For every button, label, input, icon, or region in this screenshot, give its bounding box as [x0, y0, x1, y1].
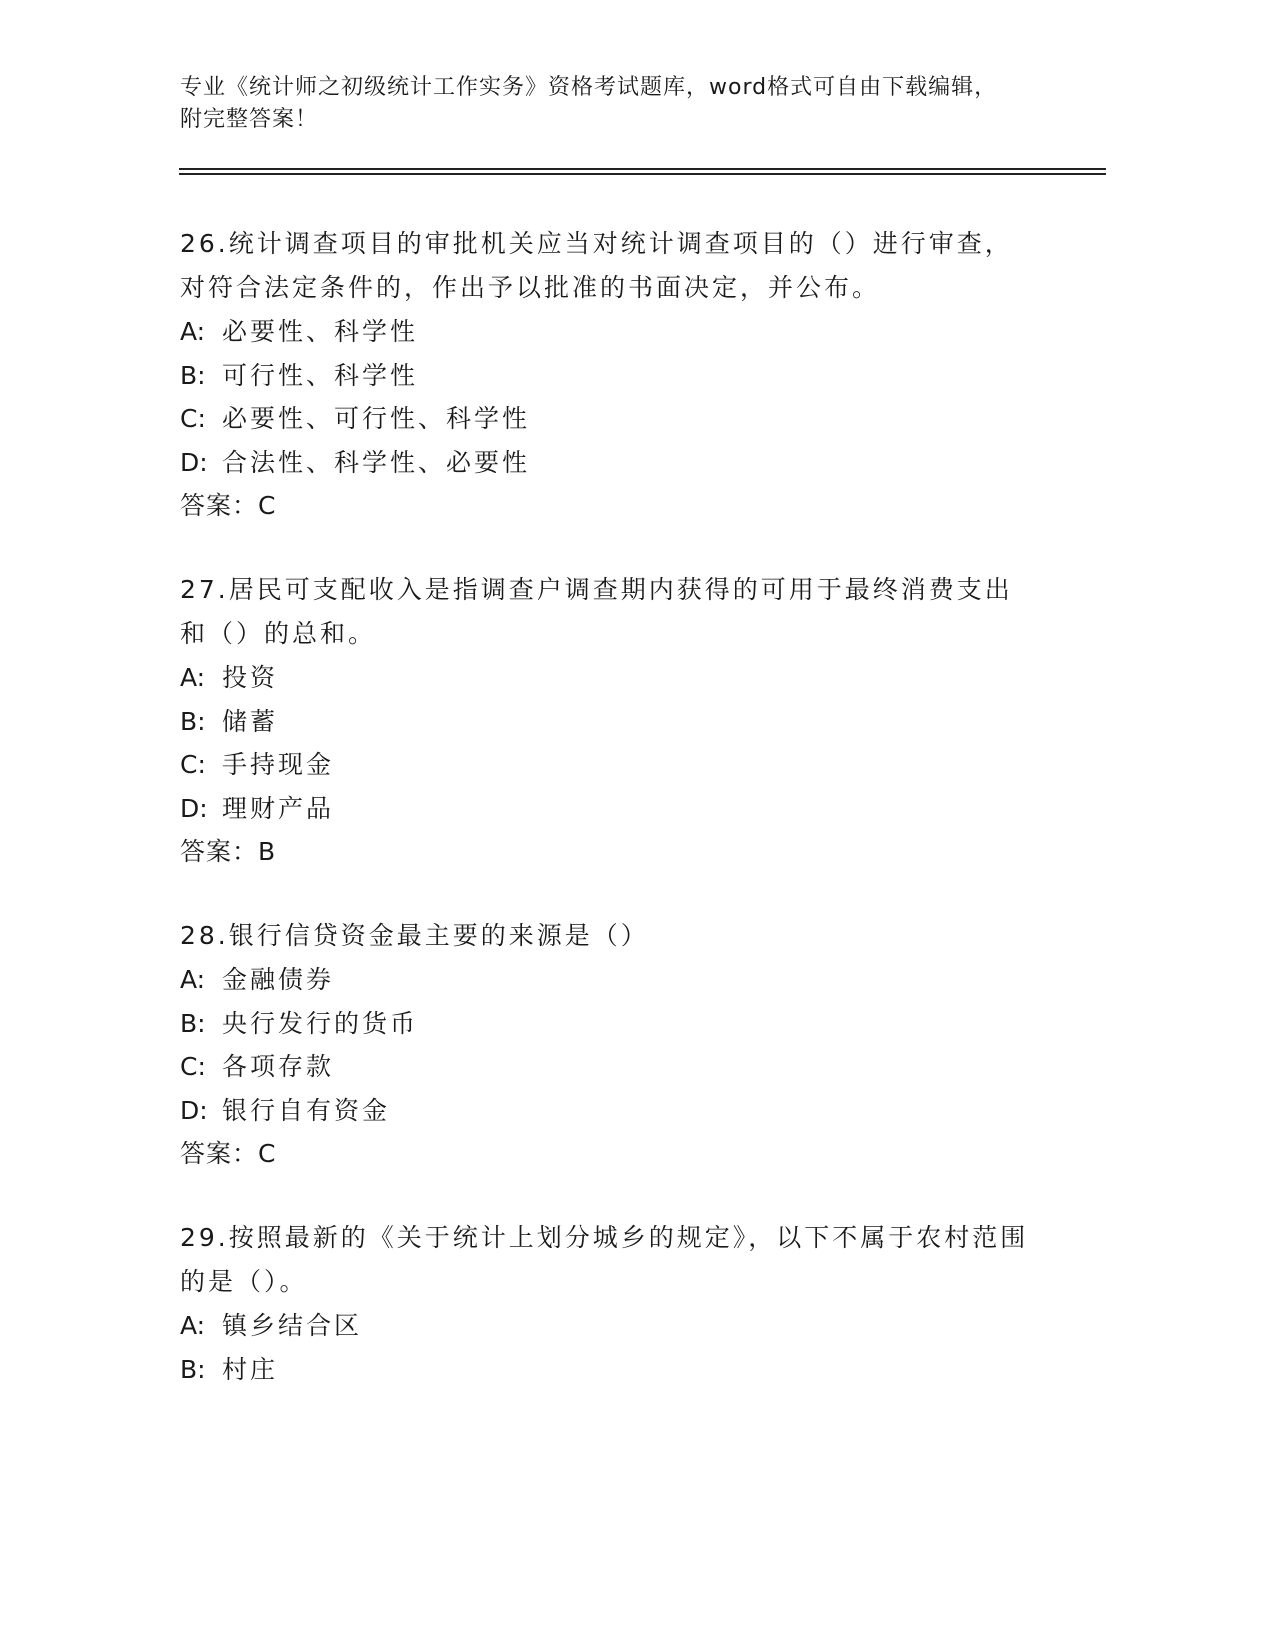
- option-letter: C:: [180, 750, 206, 779]
- option-letter: A:: [180, 317, 206, 346]
- option-letter: A:: [180, 663, 206, 692]
- option-text: 必要性、可行性、科学性: [222, 404, 531, 433]
- header-line-1: 专业《统计师之初级统计工作实务》资格考试题库，word格式可自由下载编辑，: [180, 75, 998, 100]
- option-a: [180, 958, 1040, 1002]
- option-letter: B:: [180, 706, 206, 736]
- option-text: 各项存款: [222, 1052, 335, 1081]
- option-c: [180, 1045, 1040, 1089]
- question-stem: 26.统计调查项目的审批机关应当对统计调查项目的（）进行审查，对符合法定条件的，作出予以批准的书面决定，并公布。: [180, 229, 1013, 302]
- question-stem: 29.按照最新的《关于统计上划分城乡的规定》，以下不属于农村范围的是（）。: [180, 1223, 1029, 1296]
- option-text: 可行性、科学性: [222, 360, 419, 390]
- question-27: [180, 568, 1040, 874]
- option-letter: D:: [180, 1095, 208, 1125]
- option-text: 投资: [222, 663, 279, 692]
- option-text: 储蓄: [222, 706, 279, 736]
- option-a: [180, 310, 1040, 354]
- option-letter: A:: [180, 1311, 206, 1340]
- question-stem: 28.银行信贷资金最主要的来源是（）: [180, 921, 649, 950]
- question-29: [180, 1216, 1040, 1391]
- question-stem: 27.居民可支配收入是指调查户调查期内获得的可用于最终消费支出和（）的总和。: [180, 575, 1013, 648]
- answer-line: 答案：C: [180, 491, 277, 520]
- header-divider-bottom: [179, 173, 1106, 175]
- option-letter: B:: [180, 1354, 206, 1384]
- header-line-2: 附完整答案！: [180, 107, 319, 132]
- option-a: [180, 1304, 1040, 1348]
- option-a: [180, 656, 1040, 700]
- question-26: [180, 222, 1040, 528]
- option-text: 银行自有资金: [222, 1095, 391, 1125]
- option-letter: D:: [180, 793, 208, 823]
- option-text: 镇乡结合区: [222, 1311, 363, 1340]
- option-d: [180, 1089, 1040, 1133]
- option-text: 金融债券: [222, 965, 335, 994]
- answer-line: 答案：B: [180, 837, 277, 866]
- option-b: [180, 700, 1040, 744]
- option-letter: C:: [180, 404, 206, 433]
- option-text: 村庄: [222, 1354, 279, 1384]
- question-list: [180, 222, 1040, 1431]
- option-text: 必要性、科学性: [222, 317, 419, 346]
- question-28: [180, 914, 1040, 1176]
- option-d: [180, 441, 1040, 485]
- option-text: 央行发行的货币: [222, 1008, 419, 1038]
- option-letter: B:: [180, 1008, 206, 1038]
- document-header: [180, 72, 1040, 136]
- option-letter: D:: [180, 447, 208, 477]
- header-divider-top: [179, 168, 1106, 170]
- option-text: 理财产品: [222, 793, 335, 823]
- option-b: [180, 354, 1040, 398]
- option-letter: C:: [180, 1052, 206, 1081]
- answer-line: 答案：C: [180, 1139, 277, 1168]
- option-letter: A:: [180, 965, 206, 994]
- option-d: [180, 787, 1040, 831]
- option-c: [180, 397, 1040, 441]
- option-text: 合法性、科学性、必要性: [222, 447, 531, 477]
- option-b: [180, 1002, 1040, 1046]
- option-c: [180, 743, 1040, 787]
- option-b: [180, 1348, 1040, 1392]
- option-text: 手持现金: [222, 750, 335, 779]
- option-letter: B:: [180, 360, 206, 390]
